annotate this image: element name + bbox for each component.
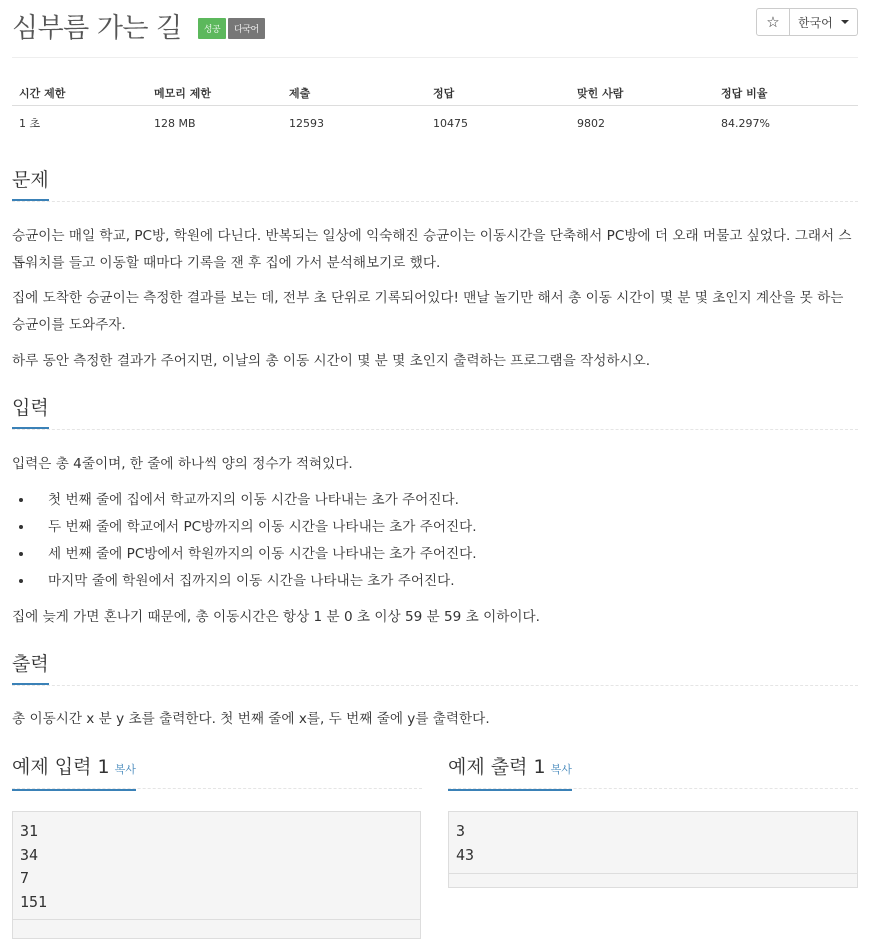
sample-output-heading: 예제 출력 1 bbox=[448, 756, 546, 778]
sample-output-line: 3 bbox=[456, 822, 466, 840]
input-list bbox=[12, 487, 477, 595]
copy-input-button[interactable]: 복사 bbox=[114, 763, 136, 776]
copy-output-button[interactable]: 복사 bbox=[550, 763, 572, 776]
sample-output-box[interactable] bbox=[448, 811, 858, 874]
output-section-header bbox=[12, 652, 858, 686]
sample-output-line: 43 bbox=[456, 845, 475, 864]
sample-output-title bbox=[448, 755, 572, 791]
description-paragraph: 집에 도착한 승균이는 측정한 결과를 보는 데, 전부 초 단위로 기록되어있다! 맨날 놀기만 해서 총 이동 시간이 몇 분 몇 초인지 계산을 못 하는 승균이를 도와주자. bbox=[12, 290, 844, 333]
caret-down-icon bbox=[841, 20, 849, 24]
sample-input-header bbox=[12, 755, 422, 789]
header-solved-users: 맞힌 사람 bbox=[570, 80, 714, 106]
sample-input-line: 34 bbox=[20, 845, 39, 864]
sample-input-title bbox=[12, 755, 136, 791]
accept-ratio-value: 84.297% bbox=[721, 116, 770, 130]
header-submissions: 제출 bbox=[282, 80, 426, 106]
problem-info-table bbox=[12, 80, 858, 140]
title-bar bbox=[12, 0, 858, 58]
header-accepted: 정답 bbox=[426, 80, 570, 106]
submissions-value: 12593 bbox=[289, 116, 324, 130]
sample-output-header bbox=[448, 755, 858, 789]
sample-input-box[interactable] bbox=[12, 811, 421, 920]
output-heading: 출력 bbox=[12, 652, 49, 685]
title-actions bbox=[756, 8, 858, 36]
description-paragraph: 승균이는 매일 학교, PC방, 학원에 다닌다. 반복되는 일상에 익숙해진 승균이는 이동시간을 단축해서 PC방에 더 오래 머물고 싶었다. 그래서 스톱워치를 들고 이동할 때마다 기록을 잰 후 집에 가서 분석해보기로 했다. bbox=[12, 228, 852, 271]
output-text: 총 이동시간 x 분 y 초를 출력한다. 첫 번째 줄에 x를, 두 번째 줄에 y를 출력한다. bbox=[12, 711, 490, 727]
sample-input-line: 31 bbox=[20, 822, 39, 840]
table-header-row bbox=[12, 80, 858, 106]
language-label: 한국어 bbox=[798, 15, 833, 30]
sample-input-line: 7 bbox=[20, 869, 30, 887]
memory-limit-value: 128 MB bbox=[154, 116, 196, 130]
input-section-header bbox=[12, 396, 858, 430]
sample-input-scrollbar[interactable] bbox=[12, 919, 421, 939]
time-limit-value: 1 초 bbox=[19, 117, 41, 130]
input-outro: 집에 늦게 가면 혼나기 때문에, 총 이동시간은 항상 1 분 0 초 이상 59 분 59 초 이하이다. bbox=[12, 609, 540, 625]
favorite-button[interactable] bbox=[756, 8, 790, 36]
problem-page bbox=[12, 0, 858, 911]
description-paragraph: 하루 동안 측정한 결과가 주어지면, 이날의 총 이동 시간이 몇 분 몇 초인지 출력하는 프로그램을 작성하시오. bbox=[12, 353, 651, 369]
input-intro: 입력은 총 4줄이며, 한 줄에 하나씩 양의 정수가 적혀있다. bbox=[12, 456, 353, 472]
list-item: • 세 번째 줄에 PC방에서 학원까지의 이동 시간을 나타내는 초가 주어진다. bbox=[34, 541, 477, 568]
table-row bbox=[12, 106, 858, 141]
star-icon: ☆ bbox=[766, 13, 780, 31]
multilang-badge: 다국어 bbox=[228, 18, 265, 39]
sample-input-heading: 예제 입력 1 bbox=[12, 756, 110, 778]
language-dropdown[interactable] bbox=[790, 8, 858, 36]
header-accept-ratio: 정답 비율 bbox=[714, 80, 858, 106]
accepted-value: 10475 bbox=[433, 116, 468, 130]
list-item: • 첫 번째 줄에 집에서 학교까지의 이동 시간을 나타내는 초가 주어진다. bbox=[34, 487, 477, 514]
description-heading: 문제 bbox=[12, 168, 49, 201]
description-section-header bbox=[12, 168, 858, 202]
header-memory-limit: 메모리 제한 bbox=[147, 80, 282, 106]
header-time-limit: 시간 제한 bbox=[12, 80, 147, 106]
sample-output-scrollbar[interactable] bbox=[448, 873, 858, 888]
list-item: • 마지막 줄에 학원에서 집까지의 이동 시간을 나타내는 초가 주어진다. bbox=[34, 568, 477, 595]
solved-users-value: 9802 bbox=[577, 116, 605, 130]
sample-input-line: 151 bbox=[20, 892, 48, 911]
page-title bbox=[12, 6, 265, 45]
success-badge: 성공 bbox=[198, 18, 226, 39]
problem-title: 심부름 가는 길 bbox=[12, 13, 182, 44]
input-heading: 입력 bbox=[12, 396, 49, 429]
list-item: • 두 번째 줄에 학교에서 PC방까지의 이동 시간을 나타내는 초가 주어진다. bbox=[34, 514, 477, 541]
